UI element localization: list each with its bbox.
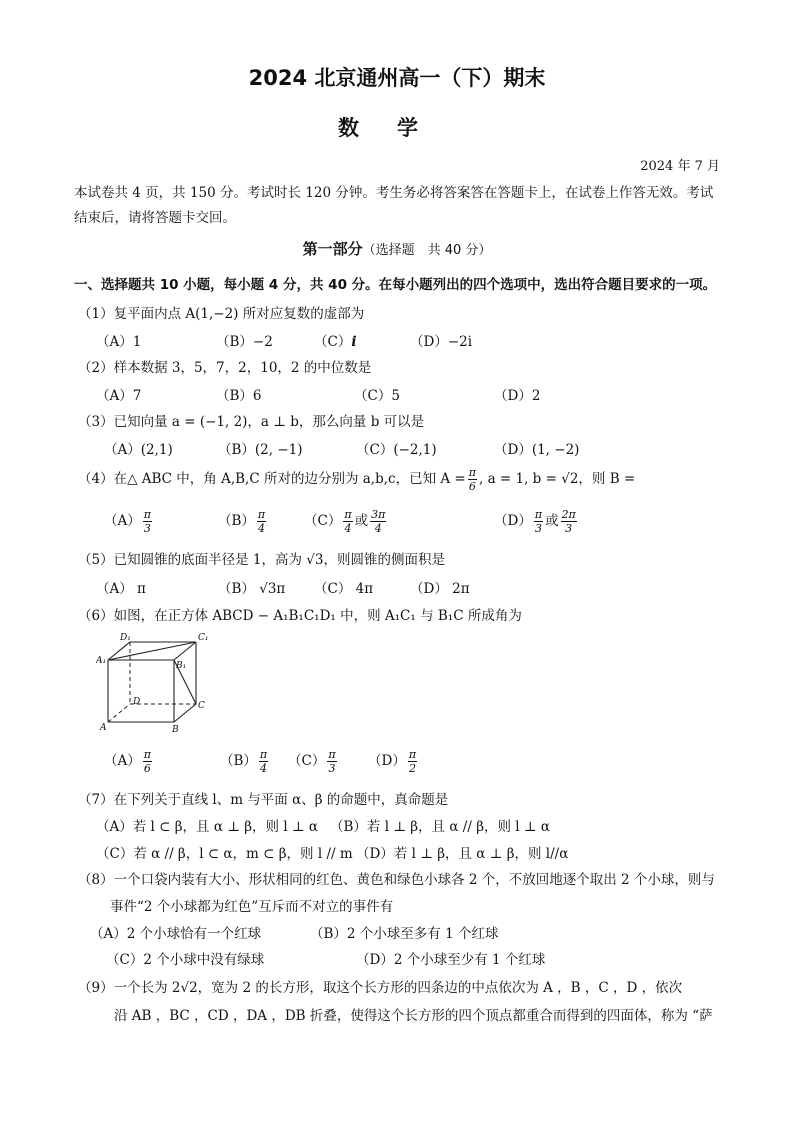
q1-option-c — [314, 330, 356, 350]
q2-option-b: （B）6 — [216, 388, 262, 404]
q7-option-a: （A）若 l ⊂ β，且 α ⊥ β，则 l ⊥ α — [96, 819, 319, 835]
q4-option-c — [304, 508, 388, 535]
label-b: B — [172, 725, 179, 735]
q5-option-d: （D） 2π — [410, 581, 470, 597]
q8-stem-line2: 事件“2 个小球都为红色”互斥而不对立的事件有 — [110, 899, 394, 915]
q6-d-num: π — [408, 748, 417, 761]
q8-option-c: （C）2 个小球中没有绿球 — [106, 952, 265, 968]
q4-option-d-fraction-2 — [561, 508, 577, 535]
q6-option-a-label: （A） — [104, 753, 141, 769]
q4-option-b — [218, 508, 268, 535]
q9-stem-line2: 沿 AB ，BC ，CD ，DA ，DB 折叠，使得这个长方形的四个顶点都重合而得到的四面体，称为 “萨 — [114, 1008, 713, 1024]
label-c: C — [198, 701, 205, 711]
q6-option-a-fraction — [143, 748, 152, 775]
q4-option-d — [494, 508, 579, 535]
q4-d1-den: 3 — [534, 522, 542, 535]
q4-c2-num: 3π — [371, 508, 386, 521]
label-a1: A₁ — [96, 656, 107, 666]
q6-option-b-label: （B） — [220, 753, 257, 769]
q4-a-num: π — [143, 508, 151, 521]
q3-option-c: （C）(−2,1) — [356, 442, 437, 458]
q4-angle-num: π — [468, 466, 476, 479]
q4-b-den: 4 — [258, 522, 266, 535]
q6-d-den: 2 — [408, 762, 416, 775]
q5-option-b: （B） √3π — [218, 581, 286, 597]
part-title-main: 第一部分 — [302, 240, 363, 258]
subject-title: 数学 — [338, 116, 456, 140]
label-a: A — [100, 723, 107, 733]
q4-d1-num: π — [534, 508, 543, 521]
q4-option-d-fraction-1 — [534, 508, 543, 535]
q8-stem-line1: （8）一个口袋内装有大小、形状相同的红色、黄色和绿色小球各 2 个，不放回地逐个取出 2 个小球，则与 — [78, 872, 715, 888]
q4-stem-post: , a = 1, b = √2，则 B = — [478, 471, 636, 487]
exam-date: 2024 年 7 月 — [640, 159, 720, 174]
q8-option-a: （A）2 个小球恰有一个红球 — [90, 926, 262, 942]
q4-d2-num: 2π — [561, 508, 576, 521]
q7-stem: （7）在下列关于直线 l、m 与平面 α、β 的命题中，真命题是 — [78, 792, 449, 808]
q4-option-a-fraction — [143, 508, 152, 535]
page-title: 2024 北京通州高一（下）期末 — [248, 66, 546, 90]
q7-option-c: （C）若 α // β，l ⊂ α，m ⊂ β，则 l // m — [96, 846, 353, 862]
q4-option-c-fraction-2 — [370, 508, 386, 535]
q1-stem: （1）复平面内点 A(1,−2) 所对应复数的虚部为 — [78, 306, 365, 322]
q4-option-a-label: （A） — [104, 513, 141, 529]
q1-option-c-label: （C） — [314, 334, 352, 350]
q6-option-d-fraction — [408, 748, 417, 775]
section-heading: 一、选择题共 10 小题，每小题 4 分，共 40 分。在每小题列出的四个选项中，选出符合题目要求的一项。 — [74, 277, 717, 293]
q4-d2-den: 3 — [565, 522, 573, 535]
q4-b-num: π — [257, 508, 266, 521]
q8-option-b: （B）2 个小球至多有 1 个红球 — [310, 926, 499, 942]
q6-option-c-fraction — [327, 748, 336, 775]
q4-angle-fraction — [468, 466, 477, 493]
q6-option-a — [104, 748, 154, 775]
q4-option-b-label: （B） — [218, 513, 255, 529]
cube-figure — [96, 632, 216, 736]
q6-option-b — [220, 748, 270, 775]
q4-stem — [78, 466, 635, 493]
q4-c1-num: π — [344, 508, 352, 521]
q2-stem: （2）样本数据 3，5，7，2，10，2 的中位数是 — [78, 360, 372, 376]
q2-option-d: （D）2 — [494, 388, 541, 404]
q1-option-b: （B）−2 — [216, 334, 273, 350]
q4-option-c-fraction-1 — [343, 508, 352, 535]
q7-option-d: （D）若 l ⊥ β，且 α ⊥ β，则 l//α — [356, 846, 569, 862]
q2-option-c: （C）5 — [354, 388, 400, 404]
label-b1: B₁ — [176, 661, 187, 671]
q5-stem: （5）已知圆锥的底面半径是 1，高为 √3，则圆锥的侧面积是 — [78, 552, 445, 568]
q1-option-a: （A）1 — [96, 334, 142, 350]
q1-option-d: （D）−2i — [410, 334, 473, 350]
exam-notice: 本试卷共 4 页，共 150 分。考试时长 120 分钟。考生务必将答案答在答题卡上，在试卷上作答无效。考试结束后，请将答题卡交回。 — [74, 185, 714, 226]
q6-option-d-label: （D） — [368, 753, 406, 769]
q6-option-d — [368, 748, 419, 775]
q4-c2-den: 4 — [374, 522, 382, 535]
q6-b-den: 4 — [260, 762, 268, 775]
q4-a-den: 3 — [143, 522, 151, 535]
q3-stem: （3）已知向量 a = (−1, 2)，a ⊥ b，那么向量 b 可以是 — [78, 414, 425, 430]
q6-c-num: π — [328, 748, 336, 761]
q4-option-c-label: （C） — [304, 513, 342, 529]
q6-c-den: 3 — [328, 762, 336, 775]
q4-option-d-label: （D） — [494, 513, 532, 529]
part-title-note: （选择题 共 40 分） — [362, 243, 492, 258]
q6-option-c-label: （C） — [288, 753, 326, 769]
q5-option-a: （A） π — [96, 581, 146, 597]
q7-option-b: （B）若 l ⊥ β，且 α // β，则 l ⊥ α — [330, 819, 551, 835]
q4-option-d-or: 或 — [545, 513, 559, 529]
q4-option-b-fraction — [257, 508, 266, 535]
q4-option-a — [104, 508, 154, 535]
label-d1: D₁ — [120, 633, 131, 643]
q4-angle-den: 6 — [468, 480, 476, 493]
q3-option-a: （A）(2,1) — [104, 442, 173, 458]
q6-option-c — [288, 748, 339, 775]
q6-option-b-fraction — [259, 748, 268, 775]
q6-a-den: 6 — [143, 762, 151, 775]
q2-option-a: （A）7 — [96, 388, 142, 404]
label-d: D — [133, 697, 141, 707]
q5-option-c: （C） 4π — [314, 581, 374, 597]
q4-c1-den: 4 — [344, 522, 352, 535]
q9-stem-line1: （9）一个长为 2√2，宽为 2 的长方形，取这个长方形的四条边的中点依次为 A ，B ，C ，D ，依次 — [78, 980, 683, 996]
label-c1: C₁ — [198, 633, 209, 643]
q6-a-num: π — [143, 748, 151, 761]
q3-option-b: （B）(2, −1) — [218, 442, 303, 458]
q8-option-d: （D）2 个小球至少有 1 个红球 — [356, 952, 546, 968]
q3-option-d: （D）(1, −2) — [494, 442, 580, 458]
part-title — [0, 238, 794, 259]
q4-stem-pre: （4）在△ ABC 中，角 A,B,C 所对的边分别为 a,b,c，已知 A = — [78, 471, 466, 487]
q6-stem: （6）如图，在正方体 ABCD − A₁B₁C₁D₁ 中，则 A₁C₁ 与 B₁C 所成角为 — [78, 608, 522, 624]
q1-option-c-value: i — [351, 334, 357, 350]
q4-option-c-or: 或 — [354, 513, 369, 529]
q6-b-num: π — [259, 748, 268, 761]
